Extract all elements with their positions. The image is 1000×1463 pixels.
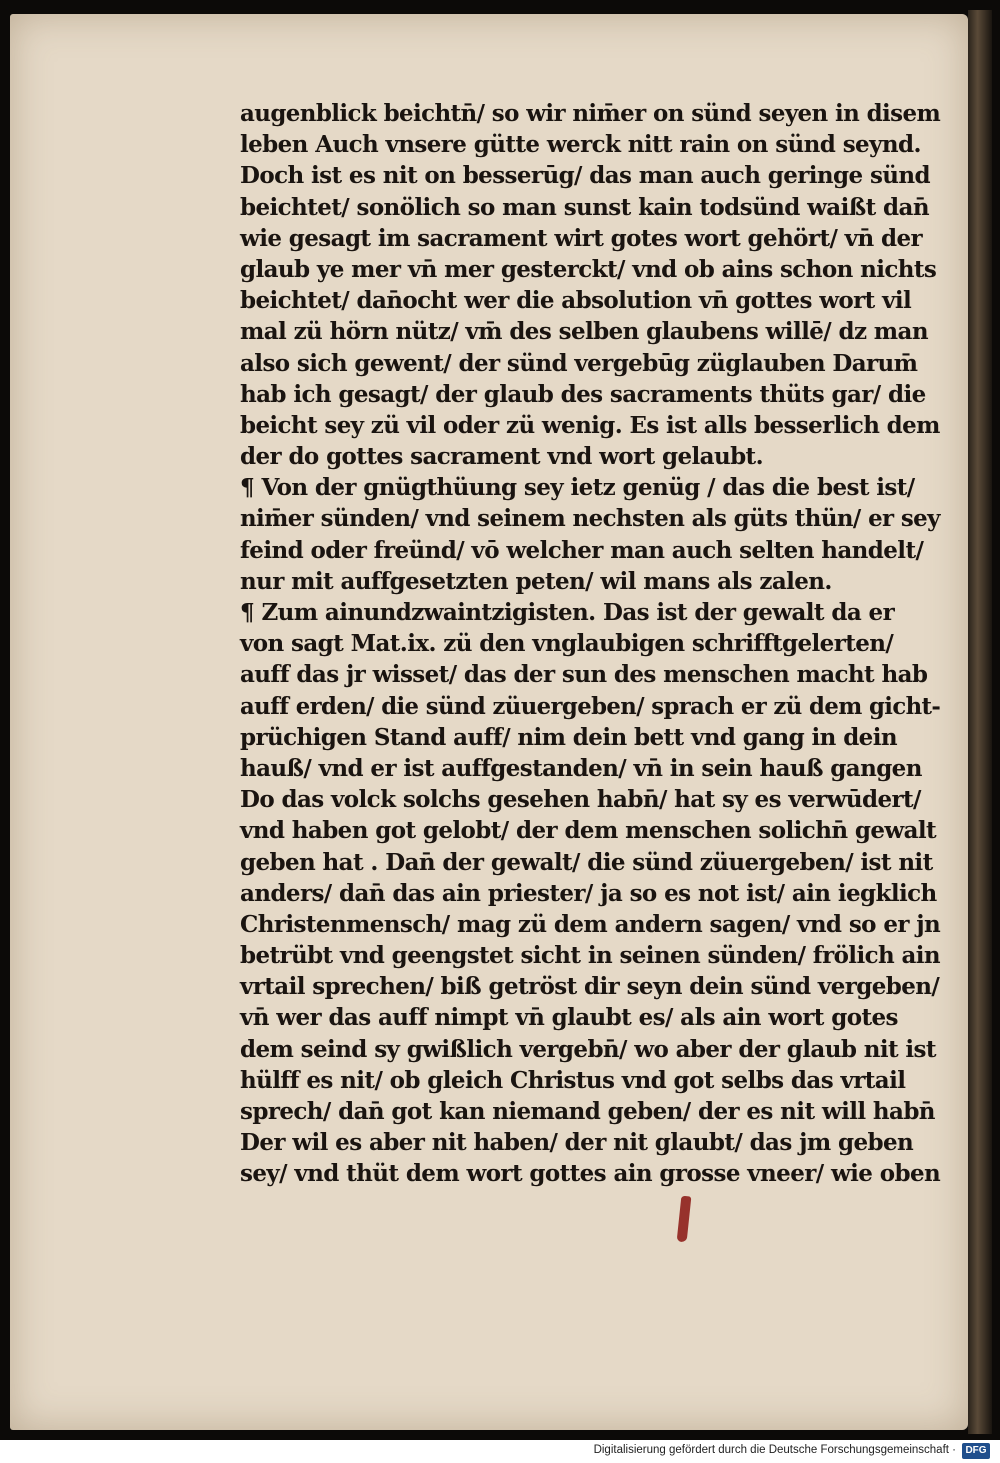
text-line: prüchigen Stand auff/ nim dein bett vnd gang in dein — [240, 723, 897, 751]
text-line: beicht sey zü vil oder zü wenig. Es ist alls besserlich dem — [240, 411, 940, 439]
text-line: sprech/ dan̄ got kan niemand geben/ der es nit will habn̄ — [240, 1098, 935, 1125]
text-line: augenblick beichtn̄/ so wir nim̄er on sünd seyen in disem — [240, 100, 941, 127]
text-line: hülff es nit/ ob gleich Christus vnd got selbs das vrtail — [240, 1066, 906, 1094]
book-page-edge — [968, 10, 992, 1434]
text-line: hab ich gesagt/ der glaub des sacraments thüts gar/ die — [240, 380, 926, 408]
text-line-paragraph: ¶ Zum ainundzwaintzigisten. Das ist der gewalt da er — [240, 599, 895, 626]
text-line: wie gesagt im sacrament wirt gotes wort gehört/ vn̄ der — [240, 224, 923, 252]
text-line: hauß/ vnd er ist auffgestanden/ vn̄ in sein hauß gangen — [240, 754, 922, 782]
text-line: beichtet/ sonölich so man sunst kain todsünd waißt dan̄ — [240, 193, 929, 221]
text-line: feind oder freünd/ vō welcher man auch selten handelt/ — [240, 536, 924, 564]
text-line: nur mit auffgesetzten peten/ wil mans als zalen. — [240, 567, 832, 595]
text-line: Do das volck solchs gesehen habn̄/ hat sy es verwūdert/ — [240, 786, 921, 814]
text-line: vnd haben got gelobt/ der dem menschen solichn̄ gewalt — [240, 817, 937, 845]
text-line: betrübt vnd geengstet sicht in seinen sünden/ frölich ain — [240, 942, 940, 970]
text-line: dem seind sy gwißlich vergebn̄/ wo aber der glaub nit ist — [240, 1035, 936, 1063]
text-line: geben hat . Dan̄ der gewalt/ die sünd züuergeben/ ist nit — [240, 848, 933, 876]
text-line: der do gottes sacrament vnd wort gelaubt. — [240, 443, 763, 471]
text-line: also sich gewent/ der sünd vergebūg züglauben Darum̄ — [240, 349, 918, 377]
text-line: leben Auch vnsere gütte werck nitt rain on sünd seynd. — [240, 131, 921, 159]
text-line: anders/ dan̄ das ain priester/ ja so es not ist/ ain iegklich — [240, 879, 937, 907]
text-line: Christenmensch/ mag zü dem andern sagen/ vnd so er jn — [240, 910, 941, 938]
text-line: von sagt Mat.ix. zü den vnglaubigen schrifftgelerten/ — [240, 630, 894, 658]
text-line: auff das jr wisset/ das der sun des menschen macht hab — [240, 661, 928, 689]
text-line: Der wil es aber nit haben/ der nit glaubt/ das jm geben — [240, 1129, 914, 1157]
text-block — [240, 98, 940, 1190]
text-line: glaub ye mer vn̄ mer gesterckt/ vnd ob ains schon nichts — [240, 255, 937, 283]
text-line: auff erden/ die sünd züuergeben/ sprach er zü dem gicht- — [240, 692, 941, 720]
text-line: Doch ist es nit on besserūg/ das man auch geringe sünd — [240, 162, 931, 190]
text-line: vn̄ wer das auff nimpt vn̄ glaubt es/ als ain wort gotes — [240, 1004, 898, 1032]
text-line: mal zü hörn nütz/ vm̄ des selben glaubens willē/ dz man — [240, 318, 928, 346]
text-line: nim̄er sünden/ vnd seinem nechsten als güts thün/ er sey — [240, 505, 940, 533]
footer-credit: Digitalisierung gefördert durch die Deutsche Forschungsgemeinschaft · — [593, 1444, 956, 1456]
text-line: sey/ vnd thüt dem wort gottes ain grosse vneer/ wie oben — [240, 1160, 941, 1188]
text-line-paragraph: ¶ Von der gnügthüung sey ietz genüg / das die best ist/ — [240, 474, 915, 502]
text-line: vrtail sprechen/ biß getröst dir seyn dein sünd vergeben/ — [240, 973, 940, 1001]
dfg-logo[interactable]: DFG — [962, 1443, 990, 1459]
text-line: beichtet/ dan̄ocht wer die absolution vn̄ gottes wort vil — [240, 287, 912, 315]
footer-bar — [0, 1440, 1000, 1463]
